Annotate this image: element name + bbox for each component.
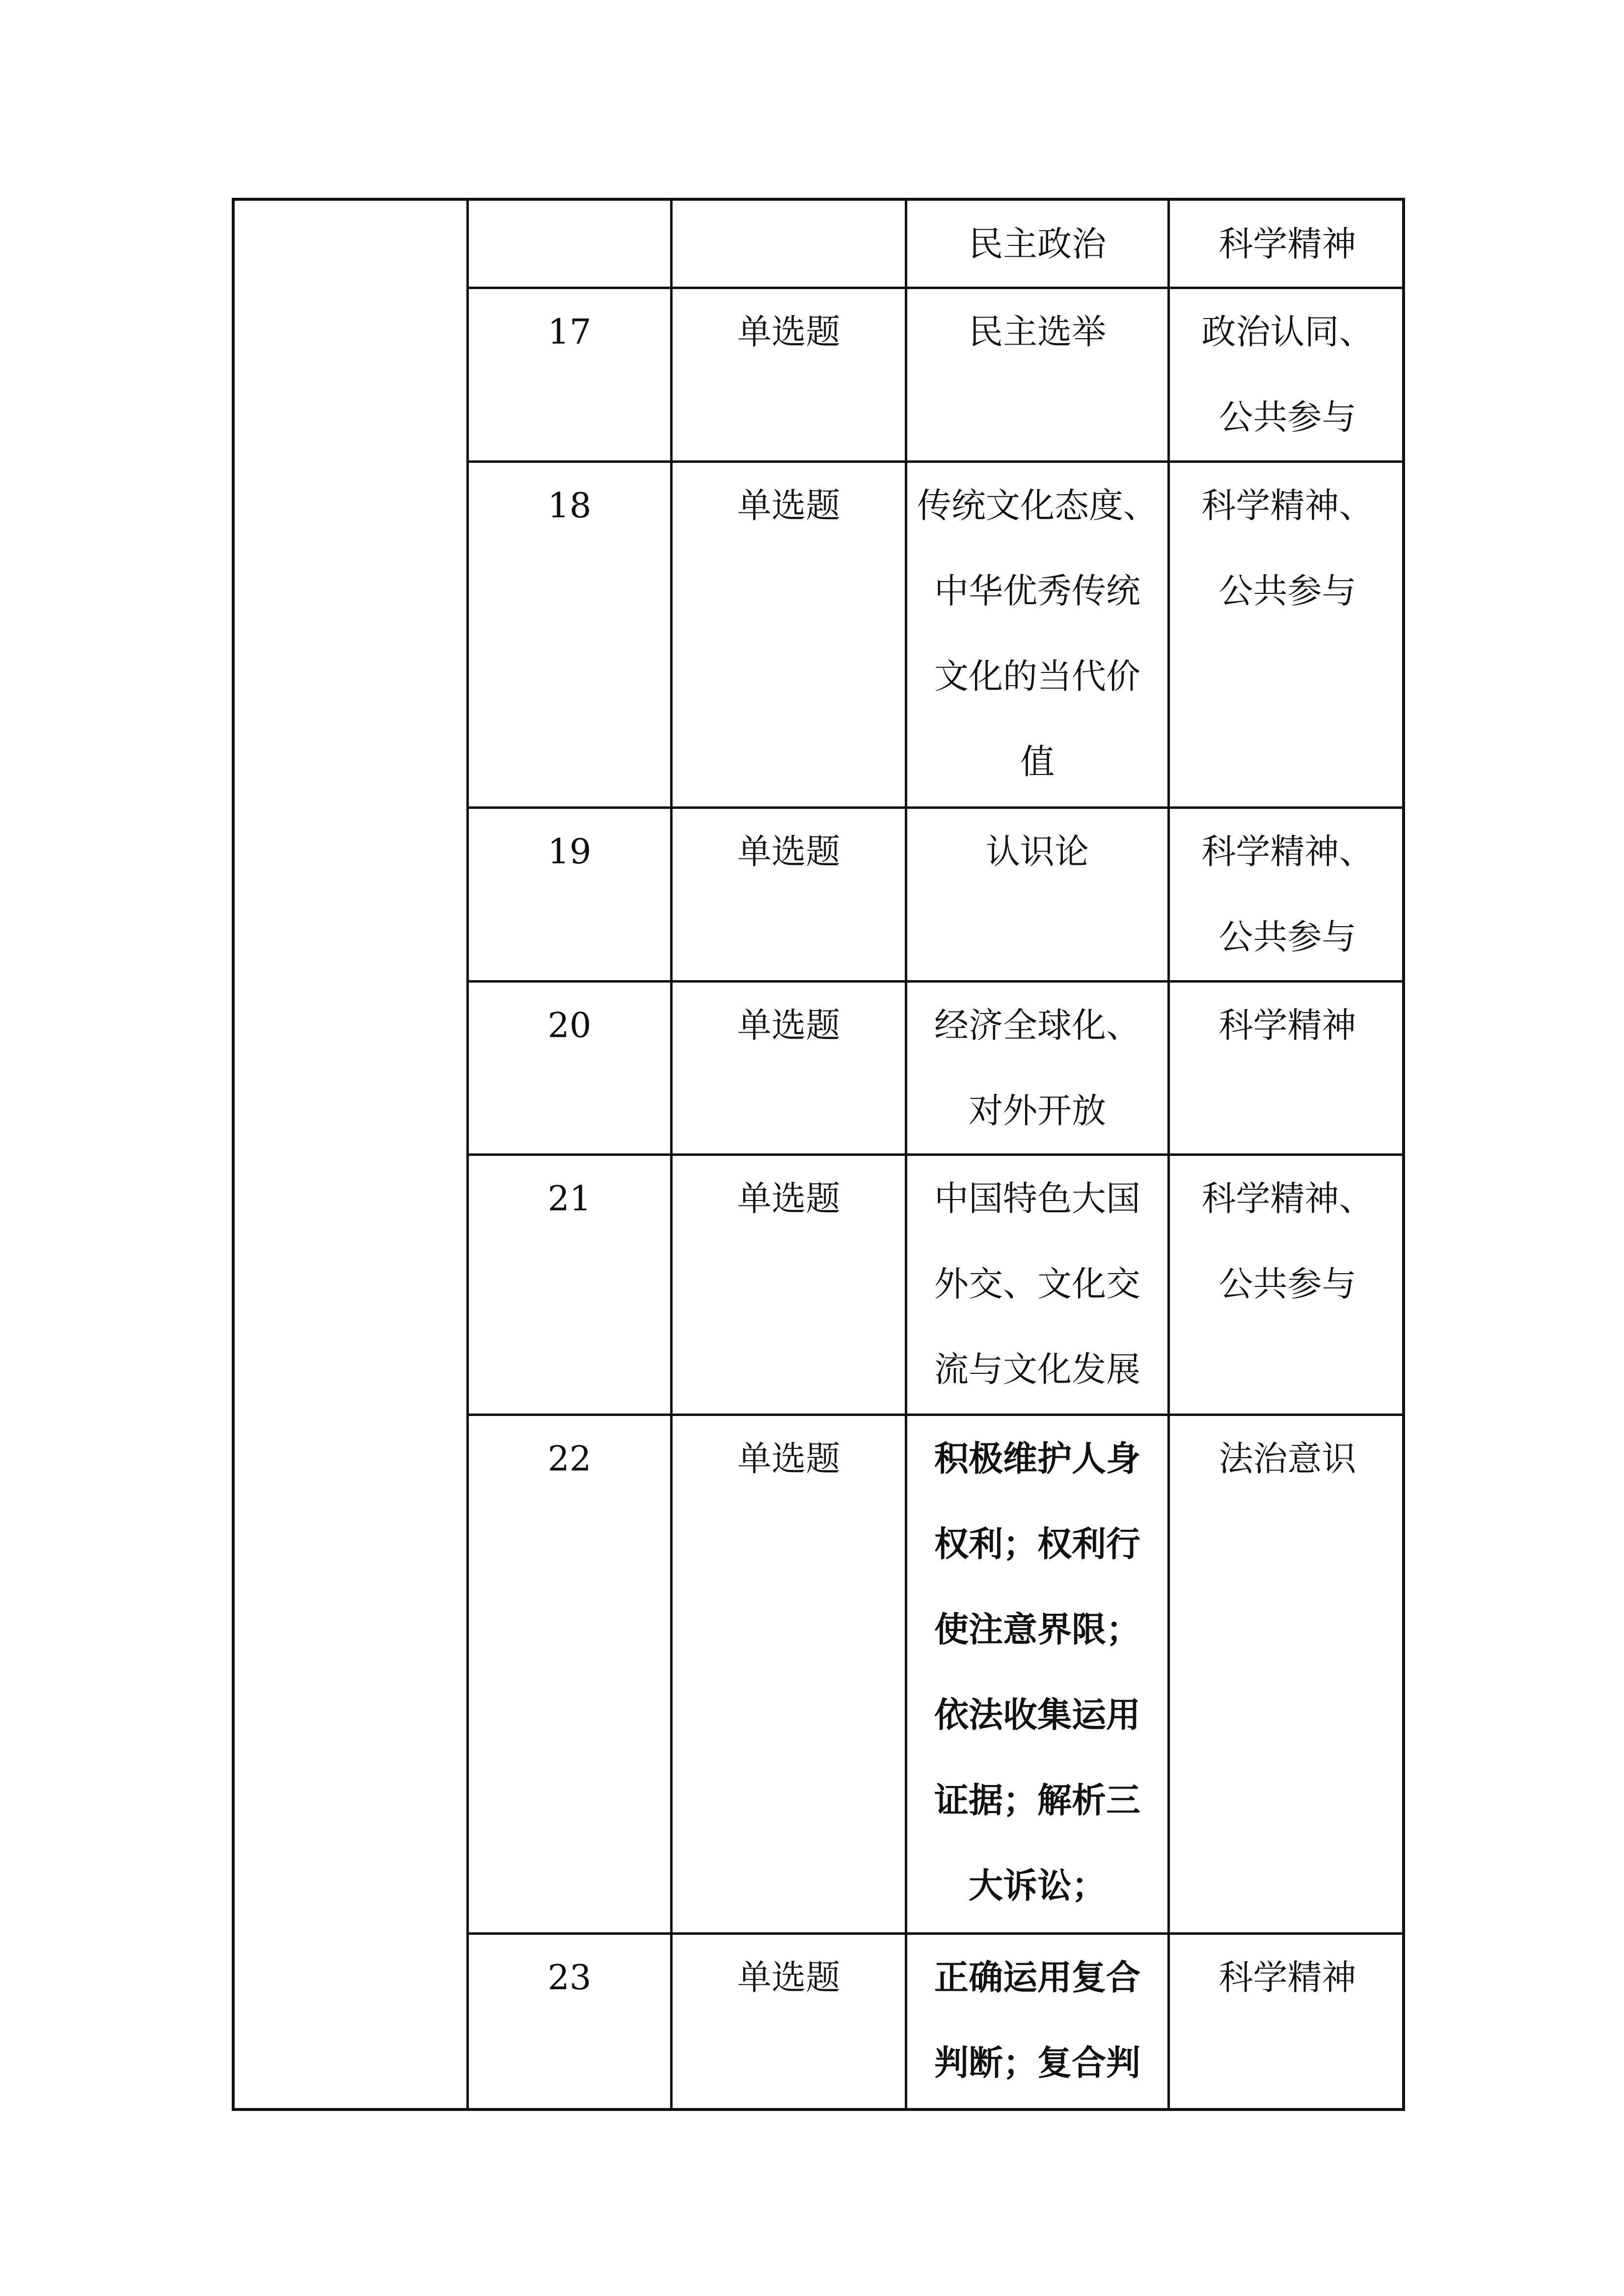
- cell-line: 判断；复合判: [934, 2043, 1140, 2083]
- cell-line: 文化的当代价: [934, 656, 1140, 696]
- cell-line: 权利；权利行: [934, 1524, 1140, 1564]
- table-cell-content: [907, 983, 1167, 1153]
- cell-line: 认识论: [986, 831, 1089, 872]
- table-cell-type: 单选题: [737, 312, 840, 352]
- cell-line: 科学精神: [1218, 224, 1356, 264]
- cell-line: 公共参与: [1218, 1264, 1356, 1304]
- cell-line: 科学精神: [1218, 1005, 1356, 1045]
- cell-line: 中国特色大国: [934, 1178, 1140, 1219]
- table-cell-content: [907, 1416, 1167, 1928]
- cell-line: 正确运用复合: [934, 1957, 1140, 1998]
- table-cell-content: [907, 463, 1167, 804]
- cell-line: 民主政治: [969, 224, 1106, 264]
- table-cell-type: 单选题: [737, 1957, 840, 1998]
- cell-line: 法治意识: [1218, 1439, 1356, 1479]
- table-cell-number: 18: [547, 485, 592, 526]
- table-cell-literacy: [1170, 809, 1405, 980]
- cell-line: 科学精神、: [1201, 831, 1374, 872]
- cell-line: 积极维护人身: [934, 1439, 1140, 1479]
- cell-line: 流与文化发展: [934, 1349, 1140, 1389]
- cell-line: 公共参与: [1218, 917, 1356, 957]
- cell-line: 政治认同、: [1201, 312, 1374, 352]
- cell-line: 大诉讼；: [969, 1866, 1106, 1906]
- table-cell-content: [907, 1935, 1167, 2106]
- cell-line: 对外开放: [969, 1091, 1106, 1131]
- table-cell-type: 单选题: [737, 1178, 840, 1219]
- cell-line: 证据；解析三: [934, 1780, 1140, 1820]
- table-cell-content: [907, 1156, 1167, 1412]
- cell-line: 公共参与: [1218, 571, 1356, 611]
- cell-line: 依法收集运用: [934, 1695, 1140, 1735]
- table-cell-number: 21: [547, 1178, 592, 1219]
- table-cell-type: 单选题: [737, 831, 840, 872]
- cell-line: 外交、文化交: [934, 1264, 1140, 1304]
- cell-line: 传统文化态度、: [917, 485, 1158, 526]
- table-cell-number: 23: [547, 1957, 592, 1998]
- table-cell-literacy: [1170, 1416, 1405, 1501]
- table-cell-type: 单选题: [737, 485, 840, 526]
- table-cell-literacy: [1170, 201, 1405, 287]
- cell-line: 中华优秀传统: [934, 571, 1140, 611]
- table-cell-literacy: [1170, 1935, 1405, 2020]
- table-cell-literacy: [1170, 1156, 1405, 1327]
- table-cell-type: 单选题: [737, 1005, 840, 1045]
- cell-line: 民主选举: [969, 312, 1106, 352]
- cell-line: 科学精神、: [1201, 1178, 1374, 1219]
- cell-line: 使注意界限；: [934, 1609, 1140, 1650]
- cell-line: 值: [1020, 742, 1055, 782]
- cell-line: 公共参与: [1218, 397, 1356, 437]
- cell-line: 经济全球化、: [934, 1005, 1140, 1045]
- table-cell-number: 22: [547, 1439, 592, 1479]
- table-cell-literacy: [1170, 289, 1405, 460]
- table-cell-content: [907, 809, 1167, 894]
- table-cell-literacy: [1170, 463, 1405, 634]
- table-cell-content: [907, 289, 1167, 374]
- cell-line: 科学精神: [1218, 1957, 1356, 1998]
- table-cell-number: 19: [547, 831, 592, 872]
- table-cell-literacy: [1170, 983, 1405, 1068]
- table-cell-number: 20: [547, 1005, 592, 1045]
- cell-line: 科学精神、: [1201, 485, 1374, 526]
- table-cell-type: 单选题: [737, 1439, 840, 1479]
- table-cell-content: [907, 201, 1167, 287]
- table-cell-number: 17: [547, 312, 592, 352]
